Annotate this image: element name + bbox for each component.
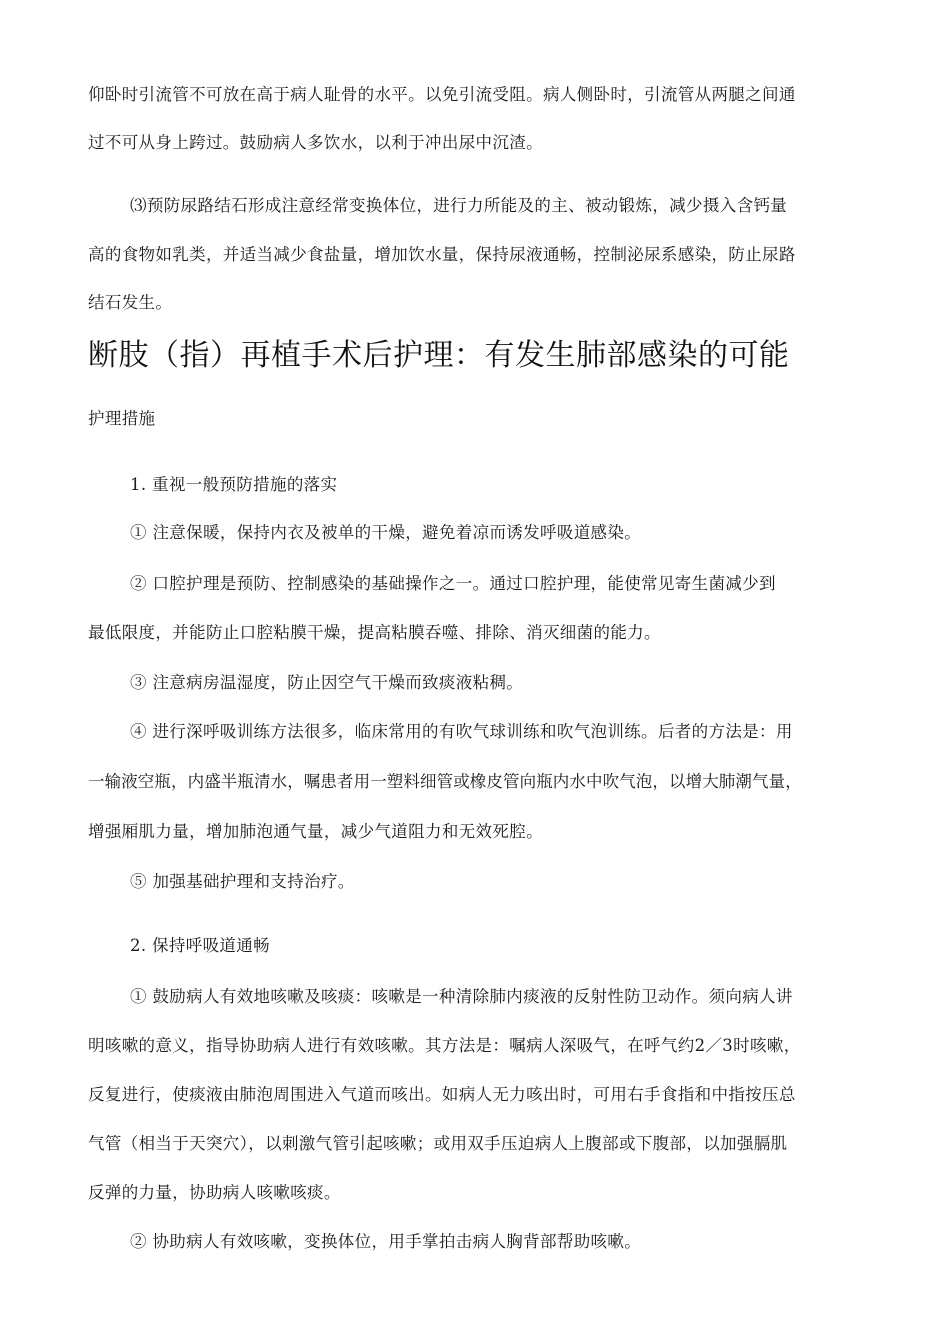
section-1-item-4-line-1: ④ 进行深呼吸训练方法很多，临床常用的有吹气球训练和吹气泡训练。后者的方法是：用 xyxy=(130,722,793,741)
section-1-title: 1. 重视一般预防措施的落实 xyxy=(130,475,338,494)
section-2-item-2: ② 协助病人有效咳嗽，变换体位，用手掌拍击病人胸背部帮助咳嗽。 xyxy=(130,1232,642,1251)
section-2-item-1-line-1: ① 鼓励病人有效地咳嗽及咳痰：咳嗽是一种清除肺内痰液的反射性防卫动作。须向病人讲 xyxy=(130,987,793,1006)
section-1-item-4-line-2: 一输液空瓶，内盛半瓶清水，嘱患者用一塑料细管或橡皮管向瓶内水中吹气泡，以增大肺潮气量， xyxy=(88,772,802,791)
section-2-item-1-line-5: 反弹的力量，协助病人咳嗽咳痰。 xyxy=(88,1183,341,1202)
section-2-title: 2. 保持呼吸道通畅 xyxy=(130,936,270,955)
section-2-item-1-line-4: 气管（相当于天突穴），以刺激气管引起咳嗽；或用双手压迫病人上腹部或下腹部，以加强膈肌 xyxy=(88,1134,788,1153)
section-1-item-3: ③ 注意病房温湿度，防止因空气干燥而致痰液粘稠。 xyxy=(130,673,524,692)
section-1-item-1: ① 注意保暖，保持内衣及被单的干燥，避免着凉而诱发呼吸道感染。 xyxy=(130,523,642,542)
section-heading: 断肢（指）再植手术后护理：有发生肺部感染的可能 xyxy=(88,338,790,373)
paragraph-a-line-1: 仰卧时引流管不可放在高于病人耻骨的水平。以免引流受阻。病人侧卧时，引流管从两腿之间通 xyxy=(88,85,796,104)
section-2-item-1-line-2: 明咳嗽的意义，指导协助病人进行有效咳嗽。其方法是：嘱病人深吸气，在呼气约2／3时咳嗽， xyxy=(88,1036,801,1055)
paragraph-b-line-2: 高的食物如乳类，并适当减少食盐量，增加饮水量，保持尿液通畅，控制泌尿系感染，防止尿路 xyxy=(88,245,796,264)
section-1-item-5: ⑤ 加强基础护理和支持治疗。 xyxy=(130,872,355,891)
section-1-item-2-line-1: ② 口腔护理是预防、控制感染的基础操作之一。通过口腔护理，能使常见寄生菌减少到 xyxy=(130,574,776,593)
section-2-item-1-line-3: 反复进行，使痰液由肺泡周围进入气道而咳出。如病人无力咳出时，可用右手食指和中指按压总 xyxy=(88,1085,796,1104)
paragraph-b-line-3: 结石发生。 xyxy=(88,293,173,312)
section-1-item-2-line-2: 最低限度，并能防止口腔粘膜干燥，提高粘膜吞噬、排除、消灭细菌的能力。 xyxy=(88,623,661,642)
section-1-item-4-line-3: 增强厢肌力量，增加肺泡通气量，减少气道阻力和无效死腔。 xyxy=(88,822,543,841)
subtitle: 护理措施 xyxy=(88,409,156,428)
paragraph-a-line-2: 过不可从身上跨过。鼓励病人多饮水，以利于冲出尿中沉渣。 xyxy=(88,133,543,152)
paragraph-b-line-1: ⑶预防尿路结石形成注意经常变换体位，进行力所能及的主、被动锻炼，减少摄入含钙量 xyxy=(130,196,788,215)
